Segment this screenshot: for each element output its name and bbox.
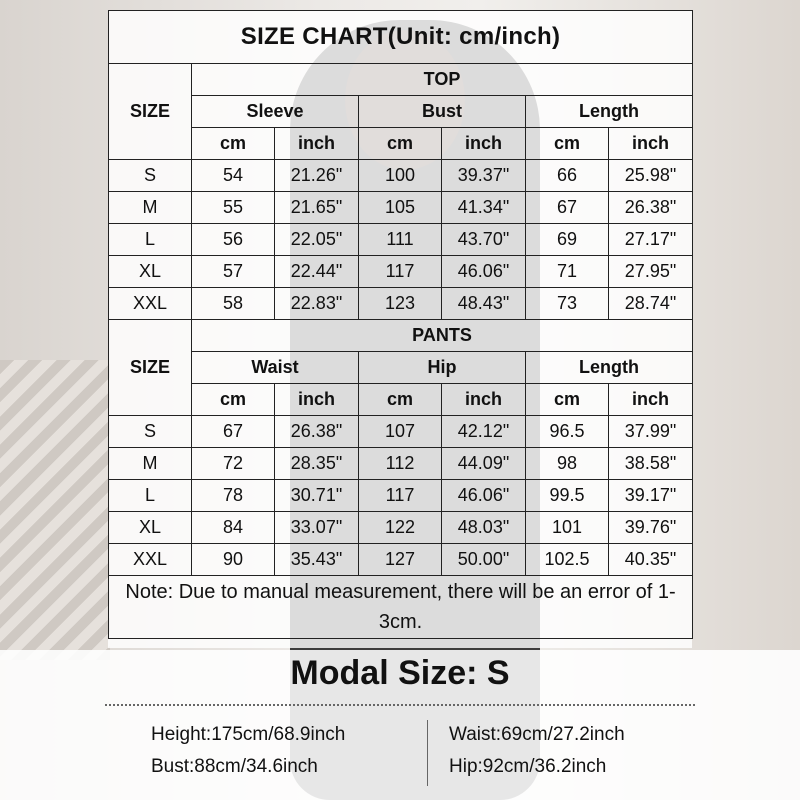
unit-inch: inch — [442, 128, 526, 160]
value-cell: 46.06" — [442, 480, 526, 512]
pants-size-header: SIZE — [109, 320, 192, 416]
pants-group-length: Length — [526, 352, 693, 384]
chart-title: SIZE CHART(Unit: cm/inch) — [109, 11, 693, 64]
value-cell: 21.26" — [275, 160, 359, 192]
value-cell: 98 — [526, 448, 609, 480]
top-group-sleeve: Sleeve — [192, 96, 359, 128]
unit-inch: inch — [275, 128, 359, 160]
pants-group-hip: Hip — [359, 352, 526, 384]
value-cell: 67 — [526, 192, 609, 224]
table-row — [109, 416, 693, 448]
size-cell: S — [109, 160, 192, 192]
value-cell: 66 — [526, 160, 609, 192]
size-cell: XL — [109, 512, 192, 544]
table-row — [109, 256, 693, 288]
value-cell: 48.43" — [442, 288, 526, 320]
model-size-title: Modal Size: S — [290, 654, 510, 692]
value-cell: 100 — [359, 160, 442, 192]
value-cell: 48.03" — [442, 512, 526, 544]
value-cell: 69 — [526, 224, 609, 256]
value-cell: 39.76" — [609, 512, 693, 544]
value-cell: 78 — [192, 480, 275, 512]
value-cell: 102.5 — [526, 544, 609, 576]
top-size-header: SIZE — [109, 64, 192, 160]
value-cell: 122 — [359, 512, 442, 544]
value-cell: 41.34" — [442, 192, 526, 224]
table-row — [109, 512, 693, 544]
unit-inch: inch — [609, 384, 693, 416]
value-cell: 55 — [192, 192, 275, 224]
value-cell: 71 — [526, 256, 609, 288]
value-cell: 101 — [526, 512, 609, 544]
value-cell: 42.12" — [442, 416, 526, 448]
value-cell: 39.17" — [609, 480, 693, 512]
vertical-divider — [427, 720, 428, 786]
size-cell: M — [109, 448, 192, 480]
value-cell: 28.35" — [275, 448, 359, 480]
model-bust: Bust:88cm/34.6inch — [151, 756, 318, 777]
value-cell: 39.37" — [442, 160, 526, 192]
pants-group-waist: Waist — [192, 352, 359, 384]
table-row — [109, 448, 693, 480]
value-cell: 58 — [192, 288, 275, 320]
value-cell: 117 — [359, 256, 442, 288]
unit-cm: cm — [192, 384, 275, 416]
value-cell: 84 — [192, 512, 275, 544]
value-cell: 112 — [359, 448, 442, 480]
size-cell: XL — [109, 256, 192, 288]
value-cell: 73 — [526, 288, 609, 320]
table-row — [109, 224, 693, 256]
dotted-divider — [105, 704, 695, 706]
value-cell: 22.83" — [275, 288, 359, 320]
value-cell: 67 — [192, 416, 275, 448]
unit-cm: cm — [359, 384, 442, 416]
value-cell: 46.06" — [442, 256, 526, 288]
value-cell: 43.70" — [442, 224, 526, 256]
value-cell: 44.09" — [442, 448, 526, 480]
unit-cm: cm — [526, 128, 609, 160]
value-cell: 54 — [192, 160, 275, 192]
table-row — [109, 544, 693, 576]
table-row — [109, 288, 693, 320]
value-cell: 127 — [359, 544, 442, 576]
top-group-length: Length — [526, 96, 693, 128]
value-cell: 40.35" — [609, 544, 693, 576]
value-cell: 56 — [192, 224, 275, 256]
value-cell: 117 — [359, 480, 442, 512]
unit-cm: cm — [359, 128, 442, 160]
value-cell: 27.95" — [609, 256, 693, 288]
size-cell: L — [109, 224, 192, 256]
value-cell: 25.98" — [609, 160, 693, 192]
measurement-note: Note: Due to manual measurement, there will be an error of 1-3cm. — [109, 576, 693, 639]
table-row — [109, 160, 693, 192]
size-cell: S — [109, 416, 192, 448]
value-cell: 105 — [359, 192, 442, 224]
value-cell: 22.44" — [275, 256, 359, 288]
value-cell: 30.71" — [275, 480, 359, 512]
value-cell: 57 — [192, 256, 275, 288]
value-cell: 90 — [192, 544, 275, 576]
unit-inch: inch — [275, 384, 359, 416]
model-hip: Hip:92cm/36.2inch — [449, 756, 607, 777]
size-cell: M — [109, 192, 192, 224]
top-section-label: TOP — [192, 64, 693, 96]
size-cell: L — [109, 480, 192, 512]
value-cell: 22.05" — [275, 224, 359, 256]
model-height: Height:175cm/68.9inch — [151, 724, 346, 745]
value-cell: 99.5 — [526, 480, 609, 512]
value-cell: 27.17" — [609, 224, 693, 256]
value-cell: 28.74" — [609, 288, 693, 320]
size-chart-table — [108, 10, 693, 639]
value-cell: 35.43" — [275, 544, 359, 576]
value-cell: 26.38" — [275, 416, 359, 448]
value-cell: 72 — [192, 448, 275, 480]
unit-cm: cm — [192, 128, 275, 160]
unit-inch: inch — [442, 384, 526, 416]
value-cell: 111 — [359, 224, 442, 256]
unit-inch: inch — [609, 128, 693, 160]
model-waist: Waist:69cm/27.2inch — [449, 724, 625, 745]
value-cell: 107 — [359, 416, 442, 448]
top-group-bust: Bust — [359, 96, 526, 128]
value-cell: 50.00" — [442, 544, 526, 576]
unit-cm: cm — [526, 384, 609, 416]
pants-section-label: PANTS — [192, 320, 693, 352]
value-cell: 21.65" — [275, 192, 359, 224]
table-row — [109, 192, 693, 224]
background-pillow — [0, 360, 110, 660]
value-cell: 123 — [359, 288, 442, 320]
value-cell: 26.38" — [609, 192, 693, 224]
value-cell: 96.5 — [526, 416, 609, 448]
table-row — [109, 480, 693, 512]
value-cell: 33.07" — [275, 512, 359, 544]
size-cell: XXL — [109, 288, 192, 320]
value-cell: 37.99" — [609, 416, 693, 448]
size-cell: XXL — [109, 544, 192, 576]
value-cell: 38.58" — [609, 448, 693, 480]
